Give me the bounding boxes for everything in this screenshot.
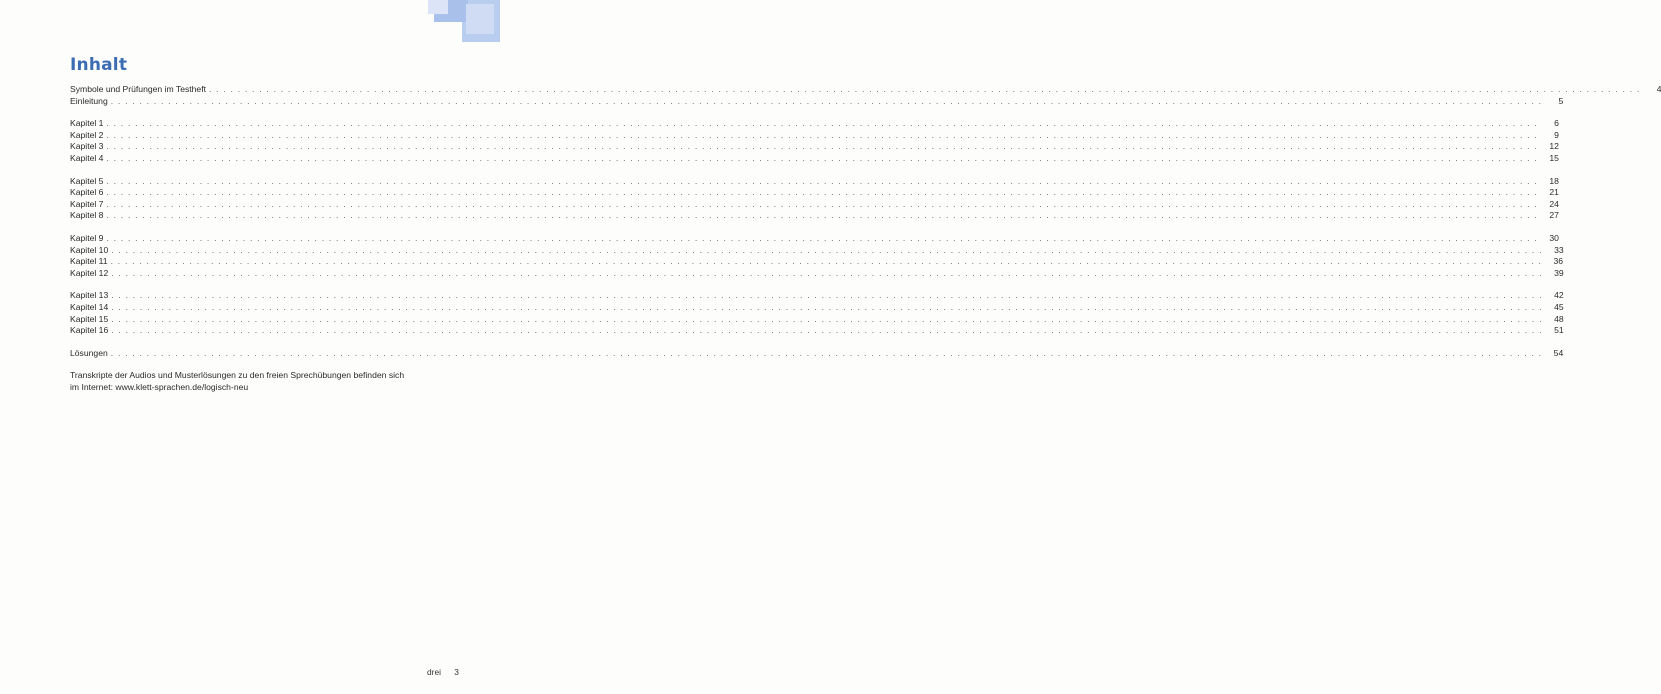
page-number: 3 [454, 667, 459, 677]
toc-entry[interactable] [70, 256, 1564, 268]
toc-entry-label: Kapitel 3 [70, 141, 104, 152]
toc-leader-dots: . . . . . . . . . . . . . . . . . . . . . . . . . . . . . . . . . . . . . . . . . . . . . . . . . . . . . . . . . . . . . . . . . . . . . . . . . . . . . . . . . . . . . . . . . . . . . . . . . . . . . . . . . . . . . . . . . . . . . . . . . . . . . . . . . . . . . . . . . . . . . . . . . . . . . . . . . . . . . . . . . . . . . . . . . . . . . . . . . . . . . . . . . . . . . . . . . . . . . . . . [106, 175, 1538, 186]
page-number-word: drei [427, 667, 441, 677]
toc-entry-page: 48 [1554, 313, 1564, 324]
toc-entry-label: Kapitel 5 [70, 175, 104, 186]
toc-group [70, 175, 1559, 222]
corner-decoration [420, 0, 500, 45]
toc-entry-page: 45 [1554, 301, 1564, 312]
toc-entry-page: 39 [1554, 267, 1564, 278]
toc-entry[interactable] [70, 129, 1559, 142]
note-line: im Internet: www.klett-sprachen.de/logisch-neu [70, 381, 249, 392]
toc-entry[interactable] [70, 313, 1564, 326]
toc-entry-page: 51 [1554, 325, 1564, 336]
toc-entry[interactable] [70, 152, 1559, 165]
toc-group [70, 232, 1564, 279]
toc-entry[interactable] [70, 187, 1559, 199]
toc-leader-dots: . . . . . . . . . . . . . . . . . . . . . . . . . . . . . . . . . . . . . . . . . . . . . . . . . . . . . . . . . . . . . . . . . . . . . . . . . . . . . . . . . . . . . . . . . . . . . . . . . . . . . . . . . . . . . . . . . . . . . . . . . . . . . . . . . . . . . . . . . . . . . . . . . . . . . . . . . . . . . . . . . . . . . . . . . . . . . . . . . . . . . . . . . . . . . . . . . . . . . . . . [106, 129, 1538, 140]
toc-leader-dots: . . . . . . . . . . . . . . . . . . . . . . . . . . . . . . . . . . . . . . . . . . . . . . . . . . . . . . . . . . . . . . . . . . . . . . . . . . . . . . . . . . . . . . . . . . . . . . . . . . . . . . . . . . . . . . . . . . . . . . . . . . . . . . . . . . . . . . . . . . . . . . . . . . . . . . . . . . . . . . . . . . . . . . . . . . . . . . . . . . . . . . . . . . . . . . . . . . . . . . . . [111, 290, 1543, 301]
toc-entry-page: 54 [1553, 347, 1564, 358]
toc-entry-label: Einleitung [70, 95, 108, 106]
toc-entry-label: Kapitel 7 [70, 198, 104, 209]
toc-entry[interactable] [70, 210, 1559, 222]
toc-entry-page: 24 [1549, 198, 1559, 209]
toc-entry[interactable] [70, 175, 1559, 188]
toc-entry-page: 6 [1554, 118, 1559, 129]
toc-leader-dots: . . . . . . . . . . . . . . . . . . . . . . . . . . . . . . . . . . . . . . . . . . . . . . . . . . . . . . . . . . . . . . . . . . . . . . . . . . . . . . . . . . . . . . . . . . . . . . . . . . . . . . . . . . . . . . . . . . . . . . . . . . . . . . . . . . . . . . . . . . . . . . . . . . . . . . . . . . . . . . . . . . . . . . . . . . . . . . . . . . . . . . . . . . . . . . . . . . . . . . . . [111, 313, 1543, 324]
toc-entry-label: Kapitel 9 [70, 232, 104, 243]
toc-leader-dots: . . . . . . . . . . . . . . . . . . . . . . . . . . . . . . . . . . . . . . . . . . . . . . . . . . . . . . . . . . . . . . . . . . . . . . . . . . . . . . . . . . . . . . . . . . . . . . . . . . . . . . . . . . . . . . . . . . . . . . . . . . . . . . . . . . . . . . . . . . . . . . . . . . . . . . . . . . . . . . . . . . . . . . . . . . . . . . . . . . . . . . . . . . . . . . . . . . . . . . . . [209, 84, 1641, 94]
toc-leader-dots: . . . . . . . . . . . . . . . . . . . . . . . . . . . . . . . . . . . . . . . . . . . . . . . . . . . . . . . . . . . . . . . . . . . . . . . . . . . . . . . . . . . . . . . . . . . . . . . . . . . . . . . . . . . . . . . . . . . . . . . . . . . . . . . . . . . . . . . . . . . . . . . . . . . . . . . . . . . . . . . . . . . . . . . . . . . . . . . . . . . . . . . . . . . . . . . . . . . . . . . . [111, 325, 1543, 336]
toc-entry-page: 15 [1549, 152, 1559, 163]
toc-entry-page: 33 [1554, 244, 1564, 255]
toc-group [70, 290, 1564, 336]
toc-entry[interactable] [70, 267, 1564, 280]
toc-entry[interactable] [70, 141, 1559, 153]
toc-entry-page: 4 [1656, 84, 1661, 94]
toc-leader-dots: . . . . . . . . . . . . . . . . . . . . . . . . . . . . . . . . . . . . . . . . . . . . . . . . . . . . . . . . . . . . . . . . . . . . . . . . . . . . . . . . . . . . . . . . . . . . . . . . . . . . . . . . . . . . . . . . . . . . . . . . . . . . . . . . . . . . . . . . . . . . . . . . . . . . . . . . . . . . . . . . . . . . . . . . . . . . . . . . . . . . . . . . . . . . . . . . . . . . . . . . [106, 232, 1538, 243]
toc-entry-label: Kapitel 8 [70, 210, 104, 221]
toc-leader-dots: . . . . . . . . . . . . . . . . . . . . . . . . . . . . . . . . . . . . . . . . . . . . . . . . . . . . . . . . . . . . . . . . . . . . . . . . . . . . . . . . . . . . . . . . . . . . . . . . . . . . . . . . . . . . . . . . . . . . . . . . . . . . . . . . . . . . . . . . . . . . . . . . . . . . . . . . . . . . . . . . . . . . . . . . . . . . . . . . . . . . . . . . . . . . . . . . . . . . . . . . [106, 152, 1538, 163]
toc-entry-label: Kapitel 13 [70, 290, 109, 301]
toc-entry[interactable] [70, 118, 1559, 130]
toc-entry-label: Kapitel 14 [70, 301, 109, 312]
toc-entry-label: Kapitel 11 [70, 256, 108, 267]
toc-leader-dots: . . . . . . . . . . . . . . . . . . . . . . . . . . . . . . . . . . . . . . . . . . . . . . . . . . . . . . . . . . . . . . . . . . . . . . . . . . . . . . . . . . . . . . . . . . . . . . . . . . . . . . . . . . . . . . . . . . . . . . . . . . . . . . . . . . . . . . . . . . . . . . . . . . . . . . . . . . . . . . . . . . . . . . . . . . . . . . . . . . . . . . . . . . . . . . . . . . . . . . . . [111, 267, 1543, 278]
page-footer [427, 667, 459, 677]
toc-entry[interactable] [70, 232, 1559, 245]
toc-entry[interactable] [70, 301, 1564, 314]
toc-entry-page: 5 [1558, 95, 1564, 106]
note-text [70, 370, 470, 393]
toc-leader-dots: . . . . . . . . . . . . . . . . . . . . . . . . . . . . . . . . . . . . . . . . . . . . . . . . . . . . . . . . . . . . . . . . . . . . . . . . . . . . . . . . . . . . . . . . . . . . . . . . . . . . . . . . . . . . . . . . . . . . . . . . . . . . . . . . . . . . . . . . . . . . . . . . . . . . . . . . . . . . . . . . . . . . . . . . . . . . . . . . . . . . . . . . . . . . . . . . . . . . . . . . [106, 198, 1538, 209]
table-of-contents [70, 84, 1661, 370]
toc-entry-label: Kapitel 16 [70, 325, 109, 336]
toc-entry-page: 9 [1554, 129, 1559, 140]
toc-leader-dots: . . . . . . . . . . . . . . . . . . . . . . . . . . . . . . . . . . . . . . . . . . . . . . . . . . . . . . . . . . . . . . . . . . . . . . . . . . . . . . . . . . . . . . . . . . . . . . . . . . . . . . . . . . . . . . . . . . . . . . . . . . . . . . . . . . . . . . . . . . . . . . . . . . . . . . . . . . . . . . . . . . . . . . . . . . . . . . . . . . . . . . . . . . . . . . . . . . . . . . . . [111, 244, 1543, 255]
toc-entry-label: Kapitel 2 [70, 129, 104, 140]
toc-entry-page: 30 [1549, 232, 1559, 243]
toc-entry-page: 27 [1549, 210, 1559, 221]
toc-entry-label: Lösungen [70, 347, 108, 358]
toc-entry-label: Kapitel 10 [70, 244, 109, 255]
toc-entry[interactable] [70, 198, 1559, 211]
toc-entry-label: Kapitel 1 [70, 118, 104, 129]
toc-leader-dots: . . . . . . . . . . . . . . . . . . . . . . . . . . . . . . . . . . . . . . . . . . . . . . . . . . . . . . . . . . . . . . . . . . . . . . . . . . . . . . . . . . . . . . . . . . . . . . . . . . . . . . . . . . . . . . . . . . . . . . . . . . . . . . . . . . . . . . . . . . . . . . . . . . . . . . . . . . . . . . . . . . . . . . . . . . . . . . . . . . . . . . . . . . . . . . . . . . . . . . . . [106, 187, 1538, 198]
toc-group [70, 347, 1564, 360]
toc-entry[interactable] [70, 347, 1564, 360]
toc-entry-page: 18 [1549, 175, 1559, 186]
toc-group [70, 118, 1559, 164]
toc-entry-page: 36 [1553, 256, 1564, 267]
toc-entry-label: Symbole und Prüfungen im Testheft [70, 84, 206, 94]
toc-entry[interactable] [70, 290, 1564, 302]
toc-entry-label: Kapitel 4 [70, 152, 104, 163]
toc-leader-dots: . . . . . . . . . . . . . . . . . . . . . . . . . . . . . . . . . . . . . . . . . . . . . . . . . . . . . . . . . . . . . . . . . . . . . . . . . . . . . . . . . . . . . . . . . . . . . . . . . . . . . . . . . . . . . . . . . . . . . . . . . . . . . . . . . . . . . . . . . . . . . . . . . . . . . . . . . . . . . . . . . . . . . . . . . . . . . . . . . . . . . . . . . . . . . . . . . . . . . . . . [110, 347, 1543, 358]
toc-leader-dots: . . . . . . . . . . . . . . . . . . . . . . . . . . . . . . . . . . . . . . . . . . . . . . . . . . . . . . . . . . . . . . . . . . . . . . . . . . . . . . . . . . . . . . . . . . . . . . . . . . . . . . . . . . . . . . . . . . . . . . . . . . . . . . . . . . . . . . . . . . . . . . . . . . . . . . . . . . . . . . . . . . . . . . . . . . . . . . . . . . . . . . . . . . . . . . . . . . . . . . . . [111, 301, 1543, 312]
toc-leader-dots: . . . . . . . . . . . . . . . . . . . . . . . . . . . . . . . . . . . . . . . . . . . . . . . . . . . . . . . . . . . . . . . . . . . . . . . . . . . . . . . . . . . . . . . . . . . . . . . . . . . . . . . . . . . . . . . . . . . . . . . . . . . . . . . . . . . . . . . . . . . . . . . . . . . . . . . . . . . . . . . . . . . . . . . . . . . . . . . . . . . . . . . . . . . . . . . . . . . . . . . . [110, 95, 1543, 106]
toc-entry-label: Kapitel 6 [70, 187, 104, 198]
toc-entry-page: 21 [1549, 187, 1559, 198]
toc-entry-page: 42 [1554, 290, 1564, 301]
page-title: Inhalt [70, 55, 128, 75]
toc-entry[interactable] [70, 95, 1564, 108]
toc-entry[interactable] [70, 84, 1661, 96]
toc-entry-label: Kapitel 15 [70, 313, 109, 324]
toc-leader-dots: . . . . . . . . . . . . . . . . . . . . . . . . . . . . . . . . . . . . . . . . . . . . . . . . . . . . . . . . . . . . . . . . . . . . . . . . . . . . . . . . . . . . . . . . . . . . . . . . . . . . . . . . . . . . . . . . . . . . . . . . . . . . . . . . . . . . . . . . . . . . . . . . . . . . . . . . . . . . . . . . . . . . . . . . . . . . . . . . . . . . . . . . . . . . . . . . . . . . . . . . [106, 118, 1538, 129]
toc-leader-dots: . . . . . . . . . . . . . . . . . . . . . . . . . . . . . . . . . . . . . . . . . . . . . . . . . . . . . . . . . . . . . . . . . . . . . . . . . . . . . . . . . . . . . . . . . . . . . . . . . . . . . . . . . . . . . . . . . . . . . . . . . . . . . . . . . . . . . . . . . . . . . . . . . . . . . . . . . . . . . . . . . . . . . . . . . . . . . . . . . . . . . . . . . . . . . . . . . . . . . . . . [110, 256, 1543, 267]
toc-leader-dots: . . . . . . . . . . . . . . . . . . . . . . . . . . . . . . . . . . . . . . . . . . . . . . . . . . . . . . . . . . . . . . . . . . . . . . . . . . . . . . . . . . . . . . . . . . . . . . . . . . . . . . . . . . . . . . . . . . . . . . . . . . . . . . . . . . . . . . . . . . . . . . . . . . . . . . . . . . . . . . . . . . . . . . . . . . . . . . . . . . . . . . . . . . . . . . . . . . . . . . . . [106, 210, 1538, 221]
note-line: Transkripte der Audios und Musterlösungen zu den freien Sprechübungen befinden sich [70, 370, 405, 380]
toc-entry[interactable] [70, 325, 1564, 337]
toc-entry-label: Kapitel 12 [70, 267, 109, 278]
toc-entry[interactable] [70, 244, 1564, 257]
toc-entry-page: 12 [1549, 141, 1559, 152]
toc-group [70, 84, 1661, 107]
toc-leader-dots: . . . . . . . . . . . . . . . . . . . . . . . . . . . . . . . . . . . . . . . . . . . . . . . . . . . . . . . . . . . . . . . . . . . . . . . . . . . . . . . . . . . . . . . . . . . . . . . . . . . . . . . . . . . . . . . . . . . . . . . . . . . . . . . . . . . . . . . . . . . . . . . . . . . . . . . . . . . . . . . . . . . . . . . . . . . . . . . . . . . . . . . . . . . . . . . . . . . . . . . . [106, 141, 1538, 152]
